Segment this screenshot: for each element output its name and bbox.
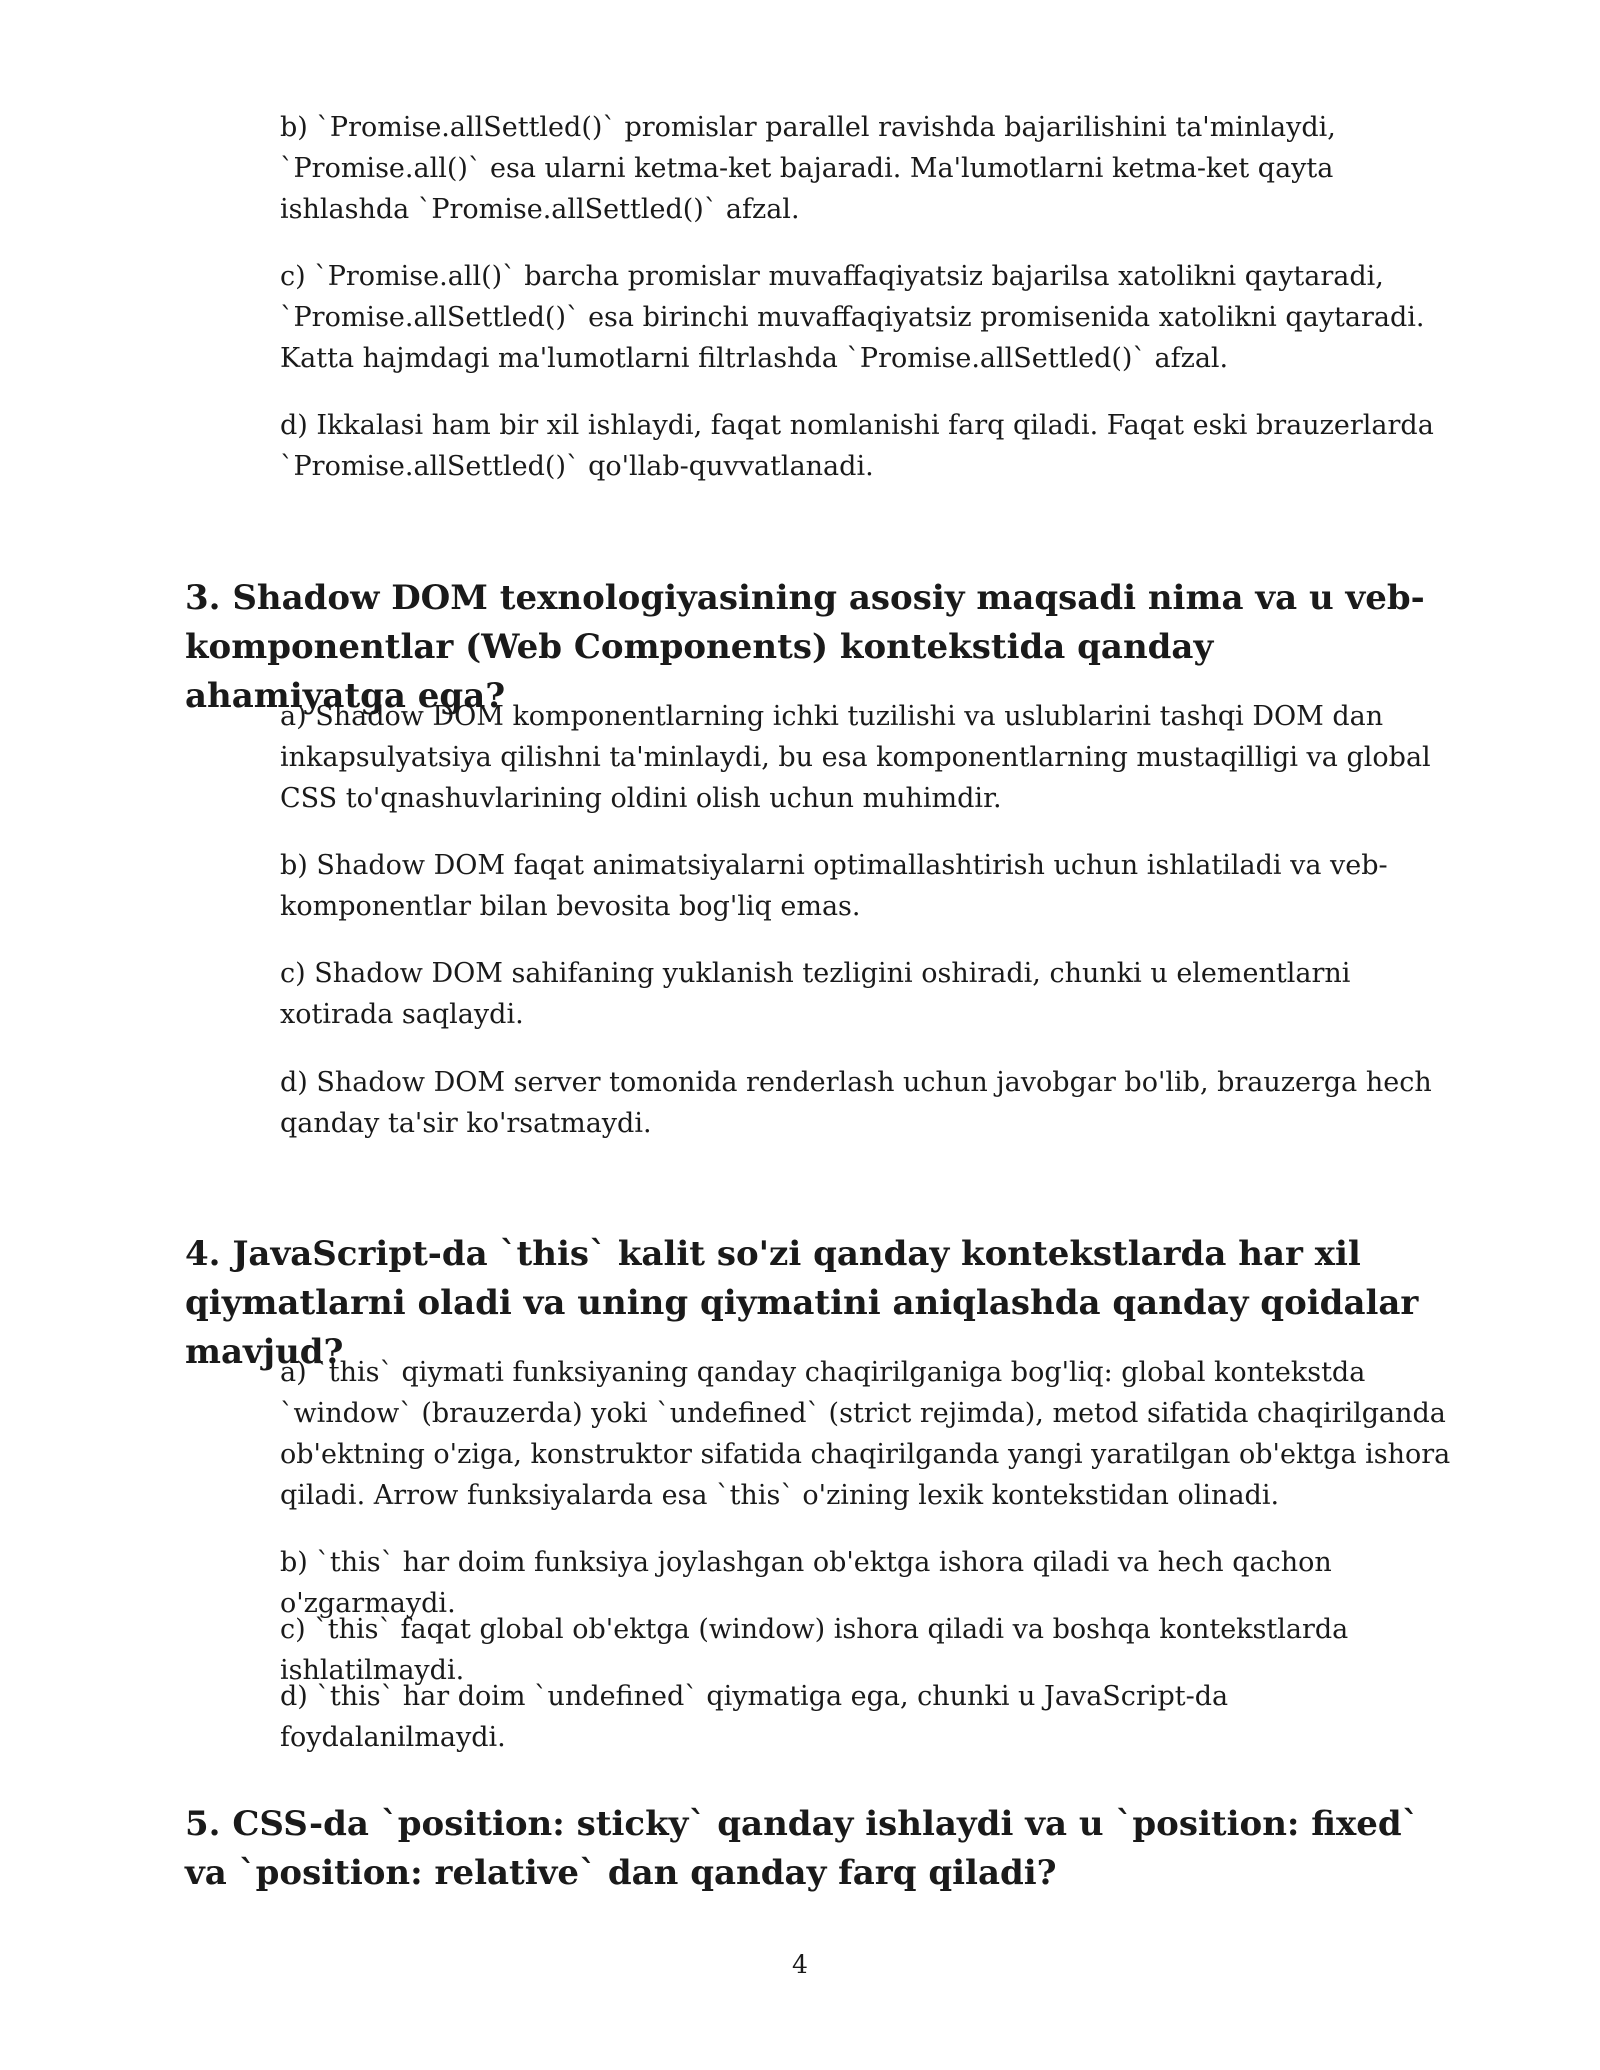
question-4-option-d: d) `this` har doim `undefined` qiymatiga ega, chunki u JavaScript-da foydalanilmaydi. xyxy=(280,1681,1229,1753)
question-3-option-a: a) Shadow DOM komponentlarning ichki tuzilishi va uslublarini tashqi DOM dan inkapsulyatsiya qilishni ta'minlaydi, bu esa komponentlarning mustaqilligi va global CSS to'qnashuvlarining oldini olish uchun muhimdir. xyxy=(280,701,1431,814)
prev-question-option-b: b) `Promise.allSettled()` promislar parallel ravishda bajarilishini ta'minlaydi, `Promise.all()` esa ularni ketma-ket bajaradi. Ma'lumotlarni ketma-ket qayta ishlashda `Promise.allSettled()` afzal. xyxy=(280,112,1336,225)
question-3-option-c: c) Shadow DOM sahifaning yuklanish tezligini oshiradi, chunki u elementlarni xotirada saqlaydi. xyxy=(280,958,1351,1030)
question-4-title: 4. JavaScript-da `this` kalit so'zi qanday kontekstlarda har xil qiymatlarni oladi va uning qiymatini aniqlashda qanday qoidalar mavjud? xyxy=(185,1234,1419,1372)
question-3-option-d: d) Shadow DOM server tomonida renderlash uchun javobgar bo'lib, brauzerga hech qanday ta'sir ko'rsatmaydi. xyxy=(280,1067,1432,1139)
question-4-option-a: a) `this` qiymati funksiyaning qanday chaqirilganiga bog'liq: global kontekstda `window` (brauzerda) yoki `undefined` (strict rejimda), metod sifatida chaqirilganda ob'ektning o'ziga, konstruktor sifatida chaqirilganda yangi yaratilgan ob'ektga ishora qiladi. Arrow funksiyalarda esa `this` o'zining lexik kontekstidan olinadi. xyxy=(280,1357,1451,1511)
question-4-option-b: b) `this` har doim funksiya joylashgan ob'ektga ishora qiladi va hech qachon o'zgarmaydi. xyxy=(280,1547,1332,1619)
question-3-option-b: b) Shadow DOM faqat animatsiyalarni optimallashtirish uchun ishlatiladi va veb-komponentlar bilan bevosita bog'liq emas. xyxy=(280,850,1388,922)
prev-question-option-d: d) Ikkalasi ham bir xil ishlaydi, faqat nomlanishi farq qiladi. Faqat eski brauzerlarda `Promise.allSettled()` qo'llab-quvvatlanadi. xyxy=(280,410,1434,482)
question-4-option-c: c) `this` faqat global ob'ektga (window) ishora qiladi va boshqa kontekstlarda ishlatilmaydi. xyxy=(280,1614,1349,1686)
prev-question-option-c: c) `Promise.all()` barcha promislar muvaffaqiyatsiz bajarilsa xatolikni qaytaradi, `Promise.allSettled()` esa birinchi muvaffaqiyatsiz promisenida xatolikni qaytaradi. Katta hajmdagi ma'lumotlarni filtrlashda `Promise.allSettled()` afzal. xyxy=(280,261,1425,374)
page-number: 4 xyxy=(792,1950,808,1979)
question-3-title: 3. Shadow DOM texnologiyasining asosiy maqsadi nima va u veb-komponentlar (Web Components) kontekstida qanday ahamiyatga ega? xyxy=(185,578,1425,716)
question-5-title: 5. CSS-da `position: sticky` qanday ishlaydi va u `position: fixed` va `position: relative` dan qanday farq qiladi? xyxy=(185,1804,1419,1893)
